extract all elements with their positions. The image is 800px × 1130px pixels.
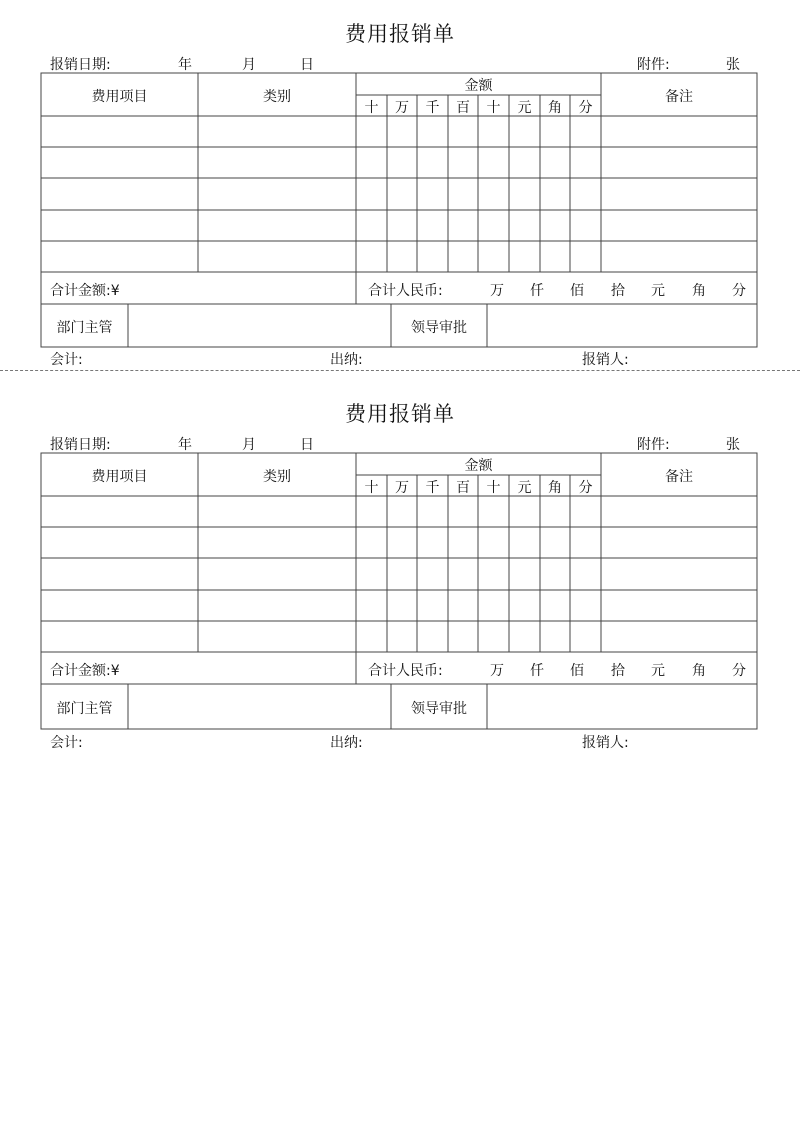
total-amount-label: 合计金额:¥: [50, 663, 120, 679]
digit-header: 元: [517, 480, 532, 496]
rmb-unit: 万: [490, 283, 504, 299]
digit-header: 十: [364, 100, 379, 116]
column-header-item: 费用项目: [91, 469, 148, 485]
expense-form: [0, 380, 800, 750]
rmb-unit: 元: [651, 663, 665, 679]
digit-header: 百: [456, 480, 470, 496]
column-header-type: 类别: [263, 89, 291, 105]
digit-header: 千: [425, 480, 440, 496]
rmb-unit: 万: [490, 663, 504, 679]
digit-header: 百: [456, 100, 470, 116]
month-label: 月: [242, 57, 256, 73]
column-header-item: 费用项目: [91, 89, 148, 105]
digit-header: 分: [578, 480, 593, 496]
rmb-unit: 分: [732, 663, 746, 679]
leader-approval-label: 领导审批: [411, 320, 467, 336]
expense-form: [0, 0, 800, 370]
accountant-label: 会计:: [50, 735, 83, 751]
form-title: 费用报销单: [345, 402, 455, 426]
attachment-label: 附件:: [637, 437, 670, 453]
attachment-unit: 张: [726, 437, 740, 453]
total-rmb-label: 合计人民币:: [368, 663, 443, 679]
date-label: 报销日期:: [50, 57, 111, 73]
year-label: 年: [178, 437, 192, 453]
column-header-note: 备注: [665, 89, 693, 105]
claimant-label: 报销人:: [582, 352, 629, 368]
cashier-label: 出纳:: [330, 352, 363, 368]
attachment-unit: 张: [726, 57, 740, 73]
column-header-amount: 金额: [464, 458, 493, 474]
digit-header: 万: [395, 100, 409, 116]
rmb-unit: 仟: [530, 663, 544, 679]
column-header-amount: 金额: [464, 78, 493, 94]
form-grid-lines: [0, 380, 800, 750]
rmb-unit: 角: [692, 283, 706, 299]
dept-head-label: 部门主管: [56, 701, 113, 717]
rmb-unit: 仟: [530, 283, 544, 299]
digit-header: 角: [548, 100, 562, 116]
accountant-label: 会计:: [50, 352, 83, 368]
claimant-label: 报销人:: [582, 735, 629, 751]
rmb-unit: 佰: [570, 663, 584, 679]
rmb-unit: 拾: [611, 283, 625, 299]
rmb-unit: 佰: [570, 283, 584, 299]
day-label: 日: [300, 437, 314, 453]
year-label: 年: [178, 57, 192, 73]
column-header-note: 备注: [665, 469, 693, 485]
rmb-unit: 角: [692, 663, 706, 679]
rmb-unit: 分: [732, 283, 746, 299]
cashier-label: 出纳:: [330, 735, 363, 751]
cut-line-divider: [0, 370, 800, 371]
month-label: 月: [242, 437, 256, 453]
digit-header: 十: [486, 100, 501, 116]
rmb-unit: 拾: [611, 663, 625, 679]
digit-header: 角: [548, 480, 562, 496]
leader-approval-label: 领导审批: [411, 701, 467, 717]
dept-head-label: 部门主管: [56, 320, 113, 336]
total-rmb-label: 合计人民币:: [368, 283, 443, 299]
digit-header: 分: [578, 100, 593, 116]
attachment-label: 附件:: [637, 57, 670, 73]
digit-header: 千: [425, 100, 440, 116]
digit-header: 元: [517, 100, 532, 116]
form-title: 费用报销单: [345, 22, 455, 46]
digit-header: 万: [395, 480, 409, 496]
date-label: 报销日期:: [50, 437, 111, 453]
column-header-type: 类别: [263, 469, 291, 485]
form-grid-lines: [0, 0, 800, 370]
day-label: 日: [300, 57, 314, 73]
total-amount-label: 合计金额:¥: [50, 283, 120, 299]
rmb-unit: 元: [651, 283, 665, 299]
digit-header: 十: [364, 480, 379, 496]
digit-header: 十: [486, 480, 501, 496]
